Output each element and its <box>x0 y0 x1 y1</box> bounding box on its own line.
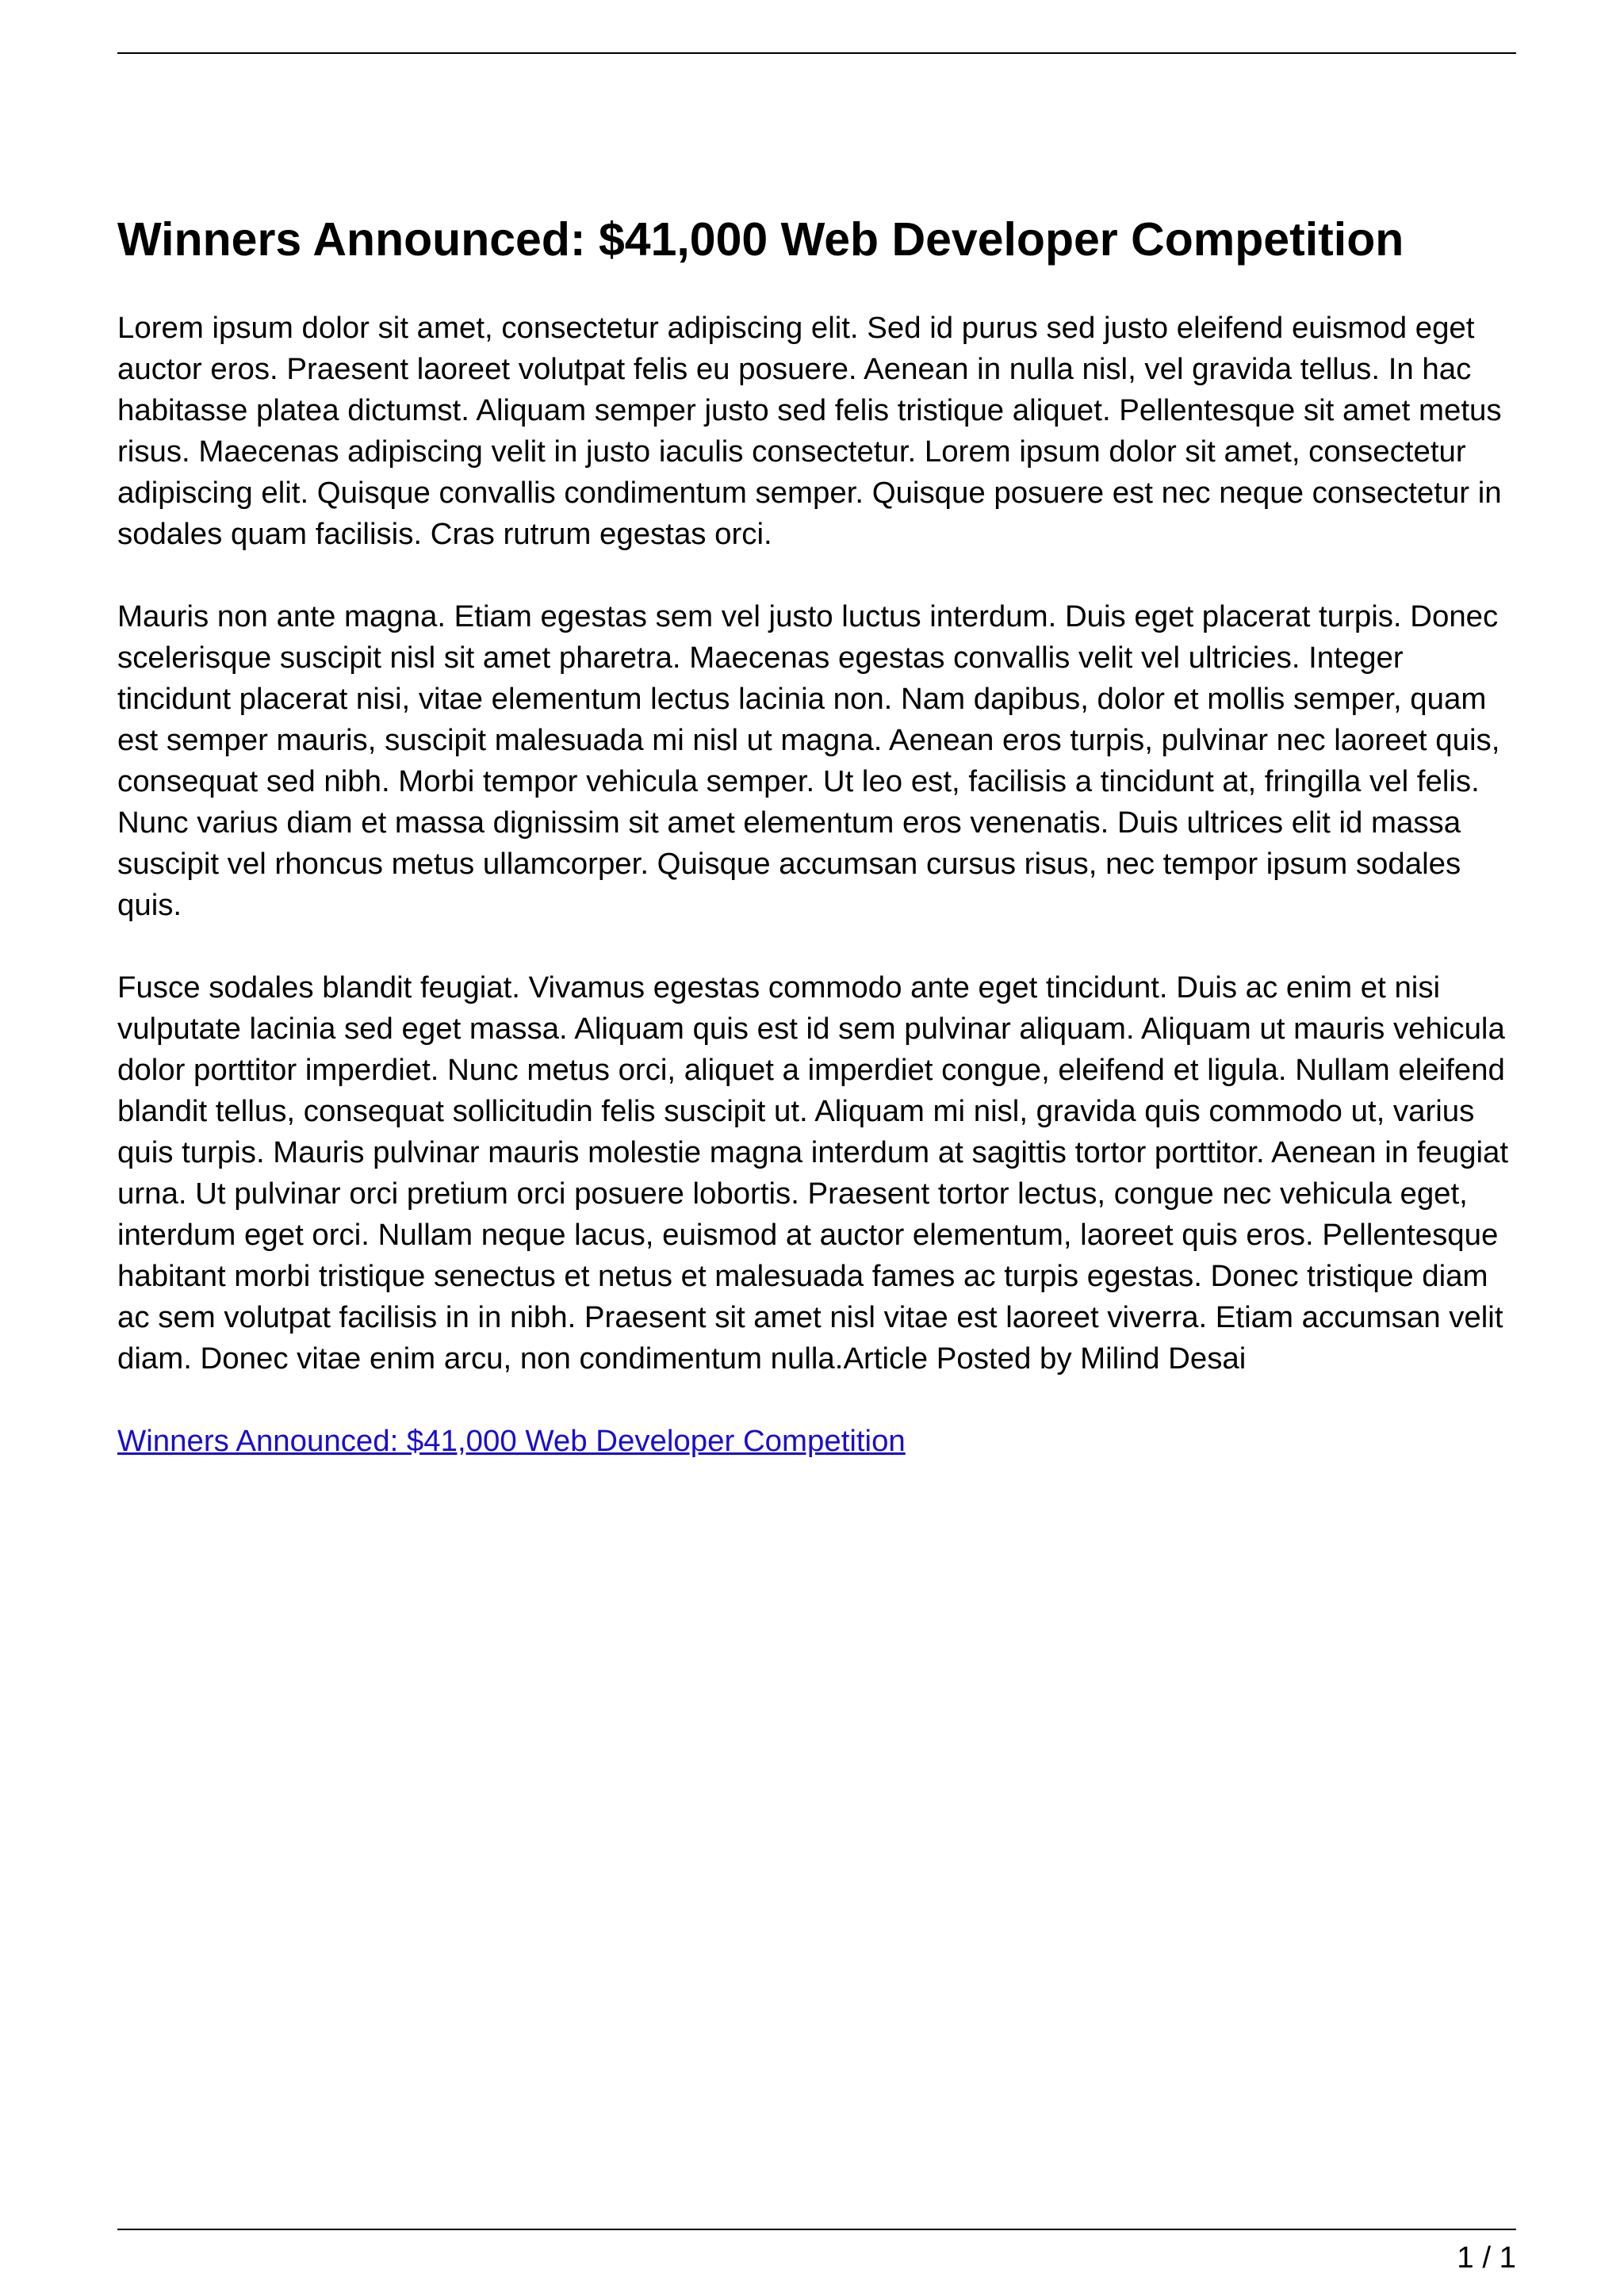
paragraph-2: Mauris non ante magna. Etiam egestas sem vel justo luctus interdum. Duis eget placerat turpis. Donec scelerisque suscipit nisl sit amet pharetra. Maecenas egestas convallis velit vel ultricies. Integer tincidunt placerat nisi, vitae elementum lectus lacinia non. Nam dapibus, dolor et mollis semper, quam est semper mauris, suscipit malesuada mi nisl ut magna. Aenean eros turpis, pulvinar nec laoreet quis, consequat sed nibh. Morbi tempor vehicula semper. Ut leo est, facilisis a tincidunt at, fringilla vel felis. Nunc varius diam et massa dignissim sit amet elementum eros venenatis. Duis ultrices elit id massa suscipit vel rhoncus metus ullamcorper. Quisque accumsan cursus risus, nec tempor ipsum sodales quis. <box>117 599 1500 922</box>
paragraph-3: Fusce sodales blandit feugiat. Vivamus egestas commodo ante eget tincidunt. Duis ac enim et nisi vulputate lacinia sed eget massa. Aliquam quis est id sem pulvinar aliquam. Aliquam ut mauris vehicula dolor porttitor imperdiet. Nunc metus orci, aliquet a imperdiet congue, eleifend et ligula. Nullam eleifend blandit tellus, consequat sollicitudin felis suscipit ut. Aliquam mi nisl, gravida quis commodo ut, varius quis turpis. Mauris pulvinar mauris molestie magna interdum at sagittis tortor porttitor. Aenean in feugiat urna. Ut pulvinar orci pretium orci posuere lobortis. Praesent tortor lectus, congue nec vehicula eget, interdum eget orci. Nullam neque lacus, euismod at auctor elementum, laoreet quis eros. Pellentesque habitant morbi tristique senectus et netus et malesuada fames ac turpis egestas. Donec tristique diam ac sem volutpat facilisis in in nibh. Praesent sit amet nisl vitae est laoreet viverra. Etiam accumsan velit diam. Donec vitae enim arcu, non condimentum nulla.Article Posted by Milind Desai <box>117 970 1509 1376</box>
header-rule <box>117 52 1516 54</box>
page-title: Winners Announced: $41,000 Web Developer Competition <box>117 213 1404 266</box>
article-link[interactable]: Winners Announced: $41,000 Web Developer Competition <box>117 1424 906 1458</box>
article-body <box>117 308 1516 1503</box>
footer-rule <box>117 2229 1516 2230</box>
article-link-paragraph <box>117 1421 1516 1462</box>
paragraph-1: Lorem ipsum dolor sit amet, consectetur adipiscing elit. Sed id purus sed justo eleifend euismod eget auctor eros. Praesent laoreet volutpat felis eu posuere. Aenean in nulla nisl, vel gravida tellus. In hac habitasse platea dictumst. Aliquam semper justo sed felis tristique aliquet. Pellentesque sit amet metus risus. Maecenas adipiscing velit in justo iaculis consectetur. Lorem ipsum dolor sit amet, consectetur adipiscing elit. Quisque convallis condimentum semper. Quisque posuere est nec neque consectetur in sodales quam facilisis. Cras rutrum egestas orci. <box>117 311 1502 551</box>
page-number: 1 / 1 <box>1457 2241 1516 2275</box>
